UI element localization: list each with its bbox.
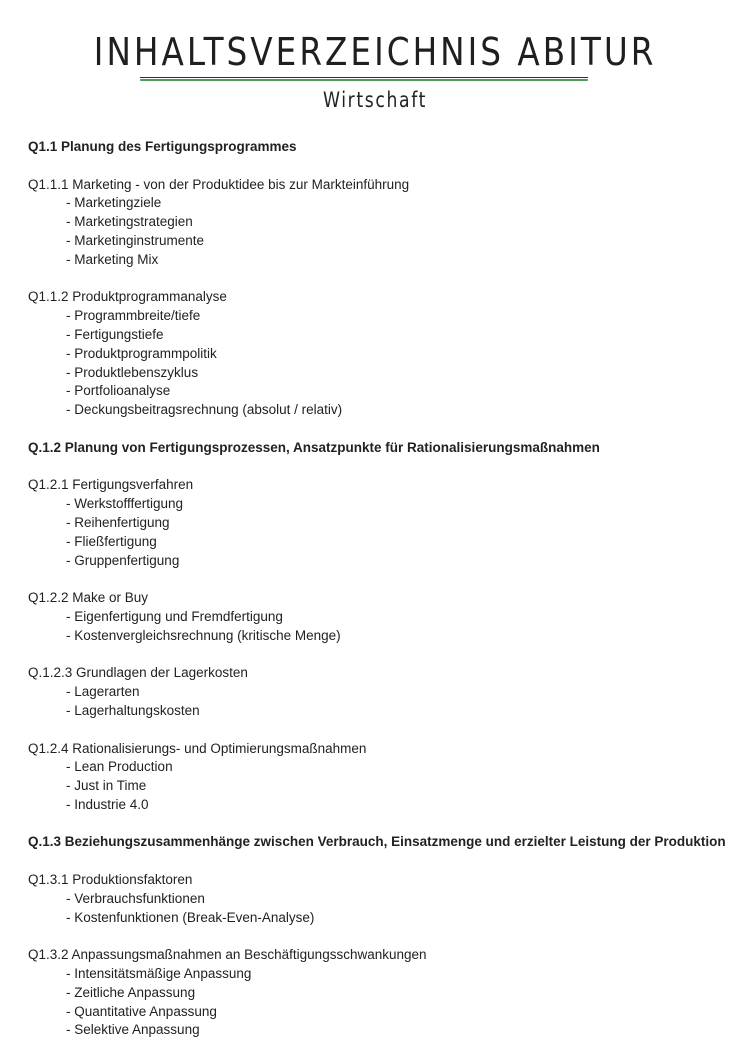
list-item: - Marketing Mix (66, 251, 738, 270)
list-item: - Selektive Anpassung (66, 1021, 738, 1040)
section-heading: Q.1.2 Planung von Fertigungsprozessen, Ansatzpunkte für Rationalisierungsmaßnahmen (28, 439, 600, 455)
list-item: - Fließfertigung (66, 533, 738, 552)
page-subtitle: Wirtschaft (322, 88, 428, 112)
topic-list (28, 758, 738, 814)
list-item: - Marketinginstrumente (66, 232, 738, 251)
list-item: - Kostenvergleichsrechnung (kritische Menge) (66, 627, 738, 646)
subsection-title: Q1.2.4 Rationalisierungs- und Optimierungsmaßnahmen (28, 740, 367, 756)
list-item: - Eigenfertigung und Fremdfertigung (66, 608, 738, 627)
list-item: - Werkstofffertigung (66, 495, 738, 514)
subsection-title: Q1.3.2 Anpassungsmaßnahmen an Beschäftigungsschwankungen (28, 947, 427, 963)
subsection-q1-2-3 (28, 664, 738, 720)
section-q1-2 (28, 439, 738, 815)
list-item: - Lagerarten (66, 683, 738, 702)
list-item: - Gruppenfertigung (66, 552, 738, 571)
list-item: - Just in Time (66, 777, 738, 796)
list-item: - Reihenfertigung (66, 514, 738, 533)
list-item: - Zeitliche Anpassung (66, 984, 738, 1003)
title-underline-accent (140, 79, 588, 81)
section-q1-3 (28, 833, 738, 1040)
list-item: - Kostenfunktionen (Break-Even-Analyse) (66, 909, 738, 928)
topic-list (28, 307, 738, 420)
subsection-title: Q1.1.2 Produktprogrammanalyse (28, 289, 227, 305)
subsection-title: Q1.3.1 Produktionsfaktoren (28, 872, 193, 888)
list-item: - Marketingziele (66, 194, 738, 213)
section-heading: Q.1.3 Beziehungszusammenhänge zwischen Verbrauch, Einsatzmenge und erzielter Leistung der Produktion (28, 834, 726, 850)
list-item: - Intensitätsmäßige Anpassung (66, 965, 738, 984)
table-of-contents (28, 138, 738, 1040)
list-item: - Produktprogrammpolitik (66, 345, 738, 364)
section-heading: Q1.1 Planung des Fertigungsprogrammes (28, 139, 297, 154)
topic-list (28, 194, 738, 269)
list-item: - Quantitative Anpassung (66, 1003, 738, 1022)
list-item: - Marketingstrategien (66, 213, 738, 232)
subsection-q1-3-1 (28, 871, 738, 927)
topic-list (28, 608, 738, 646)
subsection-title: Q1.1.1 Marketing - von der Produktidee bis zur Markteinführung (28, 176, 410, 192)
subsection-title: Q1.2.2 Make or Buy (28, 590, 149, 606)
subsection-q1-1-2 (28, 288, 738, 420)
document-header (0, 26, 750, 78)
list-item: - Lagerhaltungskosten (66, 702, 738, 721)
subsection-q1-2-2 (28, 589, 738, 645)
list-item: - Programmbreite/tiefe (66, 307, 738, 326)
list-item: - Produktlebenszyklus (66, 364, 738, 383)
list-item: - Industrie 4.0 (66, 796, 738, 815)
list-item: - Deckungsbeitragsrechnung (absolut / relativ) (66, 401, 738, 420)
list-item: - Verbrauchsfunktionen (66, 890, 738, 909)
title-underline-dark (140, 77, 588, 78)
list-item: - Fertigungstiefe (66, 326, 738, 345)
subsection-q1-1-1 (28, 176, 738, 270)
list-item: - Portfolioanalyse (66, 382, 738, 401)
subsection-q1-2-4 (28, 740, 738, 815)
topic-list (28, 495, 738, 570)
subsection-q1-3-2 (28, 946, 738, 1040)
page-title: INHALTSVERZEICHNIS ABITUR (93, 30, 657, 74)
topic-list (28, 965, 738, 1040)
subsection-q1-2-1 (28, 476, 738, 570)
list-item: - Lean Production (66, 758, 738, 777)
subsection-title: Q.1.2.3 Grundlagen der Lagerkosten (28, 665, 248, 681)
topic-list (28, 890, 738, 928)
topic-list (28, 683, 738, 721)
subsection-title: Q1.2.1 Fertigungsverfahren (28, 477, 194, 493)
section-q1-1 (28, 138, 738, 420)
